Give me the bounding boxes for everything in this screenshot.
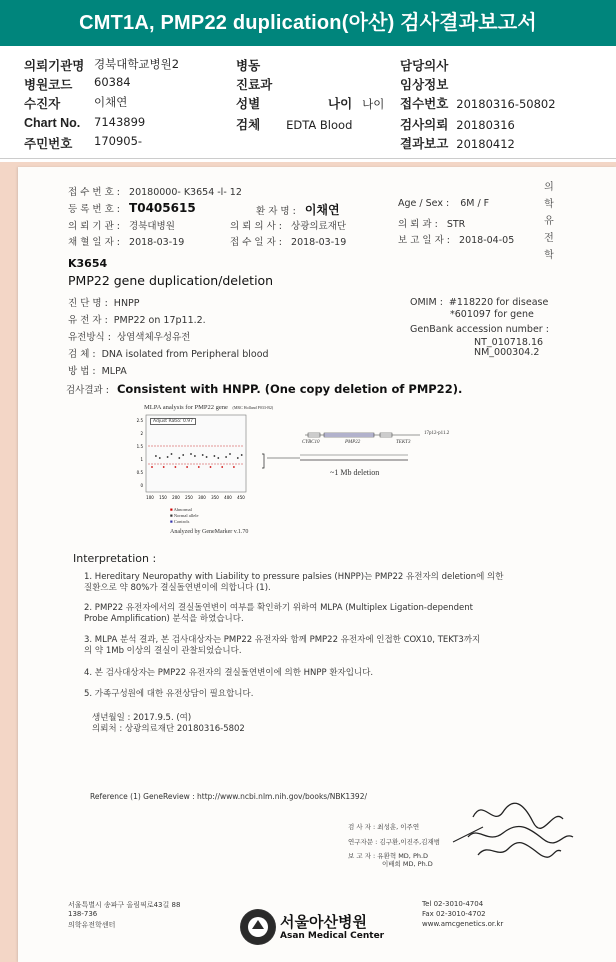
recv-value: 2018-03-19 [291,237,347,248]
y-tick-label: 2.5 [136,418,143,423]
inst-label: 의 뢰 기 관 : [68,221,120,232]
data-point [163,466,165,468]
logo-korean: 서울아산병원 [280,913,367,931]
gene-pmp22: PMP22 [345,440,361,445]
label-institution: 의뢰기관명 [24,59,85,73]
agesex-line [398,198,489,209]
label-chart-no: Chart No. [24,116,81,130]
asan-logo-ring [238,907,278,947]
y-tick-label: 0.5 [136,470,143,475]
omim-disease: #118220 for disease [448,297,549,308]
value-request-date: 20180316 [456,118,515,132]
legend-controls: Controls [173,519,190,524]
dept-label: 의 뢰 과 : [398,219,438,230]
value-chart-no: 7143899 [94,115,146,129]
signer-reporter: 보 고 자 : 유환혁 MD, Ph.D [348,852,429,860]
inherit-value: 상염색체우성유전 [116,332,191,343]
data-point [186,466,188,468]
doc-label: 의 뢰 의 사 : [230,221,282,232]
interp-line-6: 의 약 1Mb 이상의 결실이 관찰되었습니다. [84,646,242,656]
interp-line-4: Probe Amplification) 분석을 하였습니다. [84,614,244,624]
interp-line-5: 3. MLPA 분석 결과, 본 검사대상자는 PMP22 유전자와 함께 PMP22 유전자에 인접한 COX10, TEKT3까지 [84,635,481,645]
agesex-label: Age / Sex : [398,198,450,209]
y-tick-label: 1.5 [136,444,143,449]
fax: Fax 02-3010-4702 [422,910,486,918]
dept-value: STR [446,219,466,230]
label-specimen: 검체 [236,118,261,132]
data-point [198,466,200,468]
figure-title: MLPA analysis for PMP22 gene [144,404,228,411]
value-patient: 이채연 [94,95,128,109]
scanned-report [18,167,616,962]
mlpa-figure: MLPA analysis for PMP22 gene (MRC Holland P033-B2) 2.5 2 1.5 1 0.5 0 100 150 200 250 300 350 400 450 CYBC10 PMP22 TEKT3 17p12-p11.2 ~1 Mb deletion Adjust Ratio: 0.97 ■ Abnormal ■ Normal allele ■ Controls Analyzed by GeneMarker v.1.70 [130,402,460,547]
interpretation-title: Interpretation : [73,552,157,565]
accession-line [68,184,242,198]
draw-label: 채 혈 일 자 : [68,237,120,248]
rep-value: 2018-04-05 [459,235,515,246]
y-tick-label: 1 [140,457,143,462]
reg-value: T0405615 [129,201,196,215]
test-code: K3654 [68,257,108,270]
pat-label: 환 자 명 : [256,206,296,217]
reg-label: 등 록 번 호 : [68,204,120,215]
dx-label: 진 단 명 : [68,298,108,309]
address-1: 서울특별시 송파구 올림픽로43길 88 [68,901,181,909]
gene-tekt3: TEKT3 [396,440,411,445]
genbank-label: GenBank accession number : [410,324,549,335]
interp-line-8: 5. 가족구성원에 대한 유전상담이 필요합니다. [84,689,254,699]
interp-line-7: 4. 본 검사대상자는 PMP22 유전자의 결실돌연변이에 의한 HNPP 환자입니다. [84,668,374,678]
label-sex: 성별 [236,97,261,111]
omim-gene: *601097 for gene [450,309,534,320]
x-tick-label: 200 [172,495,180,500]
gene-cybc10: CYBC10 [302,440,320,445]
genbank-nt: NT_010718.16 [474,337,544,348]
test-title: PMP22 gene duplication/deletion [68,273,274,288]
spec-value: DNA isolated from Peripheral blood [101,349,269,360]
value-report-date: 20180412 [456,137,515,151]
result-value: Consistent with HNPP. (One copy deletion of PMP22). [116,382,463,396]
draw-value: 2018-03-19 [129,237,185,248]
x-ticks [146,495,245,500]
x-tick-label: 350 [211,495,219,500]
label-age: 나이 [328,97,353,111]
doc-value: 상광의료재단 [291,221,347,232]
data-point [155,455,157,457]
data-point [229,453,231,455]
label-resident-no: 주민번호 [24,137,73,151]
data-point [182,454,184,456]
signer-reporter-2: 이배희 MD, Ph.D [382,860,433,868]
tel: Tel 02-3010-4704 [422,900,484,908]
ratio-box: Adjust Ratio: 0.97 [150,418,196,425]
x-tick-label: 150 [159,495,167,500]
label-department: 진료과 [236,78,273,92]
website: www.amcgenetics.or.kr [422,920,504,928]
header-row-1 [24,56,180,74]
x-tick-label: 100 [146,495,154,500]
label-ward: 병동 [236,59,261,73]
data-point [233,466,235,468]
vertical-dept-label: 의학유전학 [544,182,554,261]
value-institution: 경북대학교병원2 [94,57,180,71]
handwritten-signatures [443,797,583,867]
signer-advisors: 연구자문 : 김구환,이진주,김재범 [348,838,441,846]
data-point [217,457,219,459]
label-doctor: 담당의사 [400,59,449,73]
x-tick-label: 250 [185,495,193,500]
reference: Reference (1) GeneReview : http://www.ncbi.nlm.nih.gov/books/NBK1392/ [90,792,368,801]
registration-line [68,201,196,215]
y-ticks [137,418,144,488]
data-point [206,456,208,458]
interp-line-3: 2. PMP22 유전자에서의 결실돌연변이 여부를 확인하기 위하여 MLPA (Multiplex Ligation-dependent [84,603,473,613]
signer-tester: 검 사 자 : 최성훈, 이주연 [348,823,420,831]
address-2: 138-736 [68,910,98,918]
label-report-date: 결과보고 [400,137,449,151]
requester: 의뢰처 : 상광의료재단 20180316-5802 [92,724,245,734]
method-label: 방 법 : [68,366,96,377]
data-point [210,466,212,468]
method-value: MLPA [101,366,127,377]
gene-label: 유 전 자 : [68,315,108,326]
figure-footer: Analyzed by GeneMarker v.1.70 [170,529,249,535]
omim-label: OMIM : [410,297,443,308]
data-point [175,466,177,468]
result-label: 검사결과 : [66,385,109,396]
spec-label: 검 체 : [68,349,96,360]
figure-title-sub: (MRC Holland P033-B2) [232,405,274,410]
value-resident-no: 170905- [94,134,143,148]
data-point [190,453,192,455]
x-tick-label: 300 [198,495,206,500]
data-point [214,455,216,457]
data-point [151,466,153,468]
deletion-label: ~1 Mb deletion [330,468,380,477]
x-tick-label: 450 [237,495,245,500]
data-point [178,457,180,459]
gene-value: PMP22 on 17p11.2. [113,315,206,326]
document-title: CMT1A, PMP22 duplication(아산) 검사결과보고서 [0,0,616,46]
data-point [202,454,204,456]
data-point [221,466,223,468]
value-age: 나이 [362,97,385,111]
accession-label: 접 수 번 호 : [68,187,120,198]
divider [0,158,616,159]
value-specimen: EDTA Blood [286,118,353,132]
pat-value: 이채연 [304,203,340,217]
data-point [225,456,227,458]
label-clinical-info: 임상정보 [400,78,449,92]
patient-line [256,201,340,218]
data-point [194,455,196,457]
data-point [171,453,173,455]
label-patient: 수진자 [24,97,61,111]
interp-line-2: 질환으로 약 80%가 결실돌연변이에 의합니다 (1). [84,583,271,593]
label-hospital-code: 병원코드 [24,78,73,92]
birth-date: 생년월일 : 2017.9.5. (여) [92,713,192,723]
inherit-label: 유전방식 : [68,332,111,343]
data-point [167,456,169,458]
interp-line-1: 1. Hereditary Neuropathy with Liability to pressure palsies (HNPP)는 PMP22 유전자의 deletion에 의한 [84,572,504,582]
genbank-nm: NM_000304.2 [474,347,540,358]
label-request-date: 검사의뢰 [400,118,449,132]
address-3: 의학유전학센터 [68,921,116,929]
agesex-value: 6M / F [460,198,490,209]
dx-value: HNPP [113,298,140,309]
x-tick-label: 400 [224,495,232,500]
label-receipt-no: 접수번호 [400,97,449,111]
inst-value: 경북대병원 [129,221,175,232]
value-receipt-no: 20180316-50802 [456,97,556,111]
locus-label: 17p12-p11.2 [424,431,450,436]
accession-value: 20180000- K3654 -l- 12 [129,187,242,198]
legend-normal: Normal allele [173,513,199,518]
legend-abnormal: Abnormal [173,507,192,512]
data-point [159,457,161,459]
value-hospital-code: 60384 [94,75,131,89]
rep-label: 보 고 일 자 : [398,235,450,246]
recv-label: 접 수 일 자 : [230,237,282,248]
data-point [241,454,243,456]
y-tick-label: 0 [140,483,143,488]
y-tick-label: 2 [140,431,143,436]
data-point [237,457,239,459]
logo-english: Asan Medical Center [280,931,385,941]
